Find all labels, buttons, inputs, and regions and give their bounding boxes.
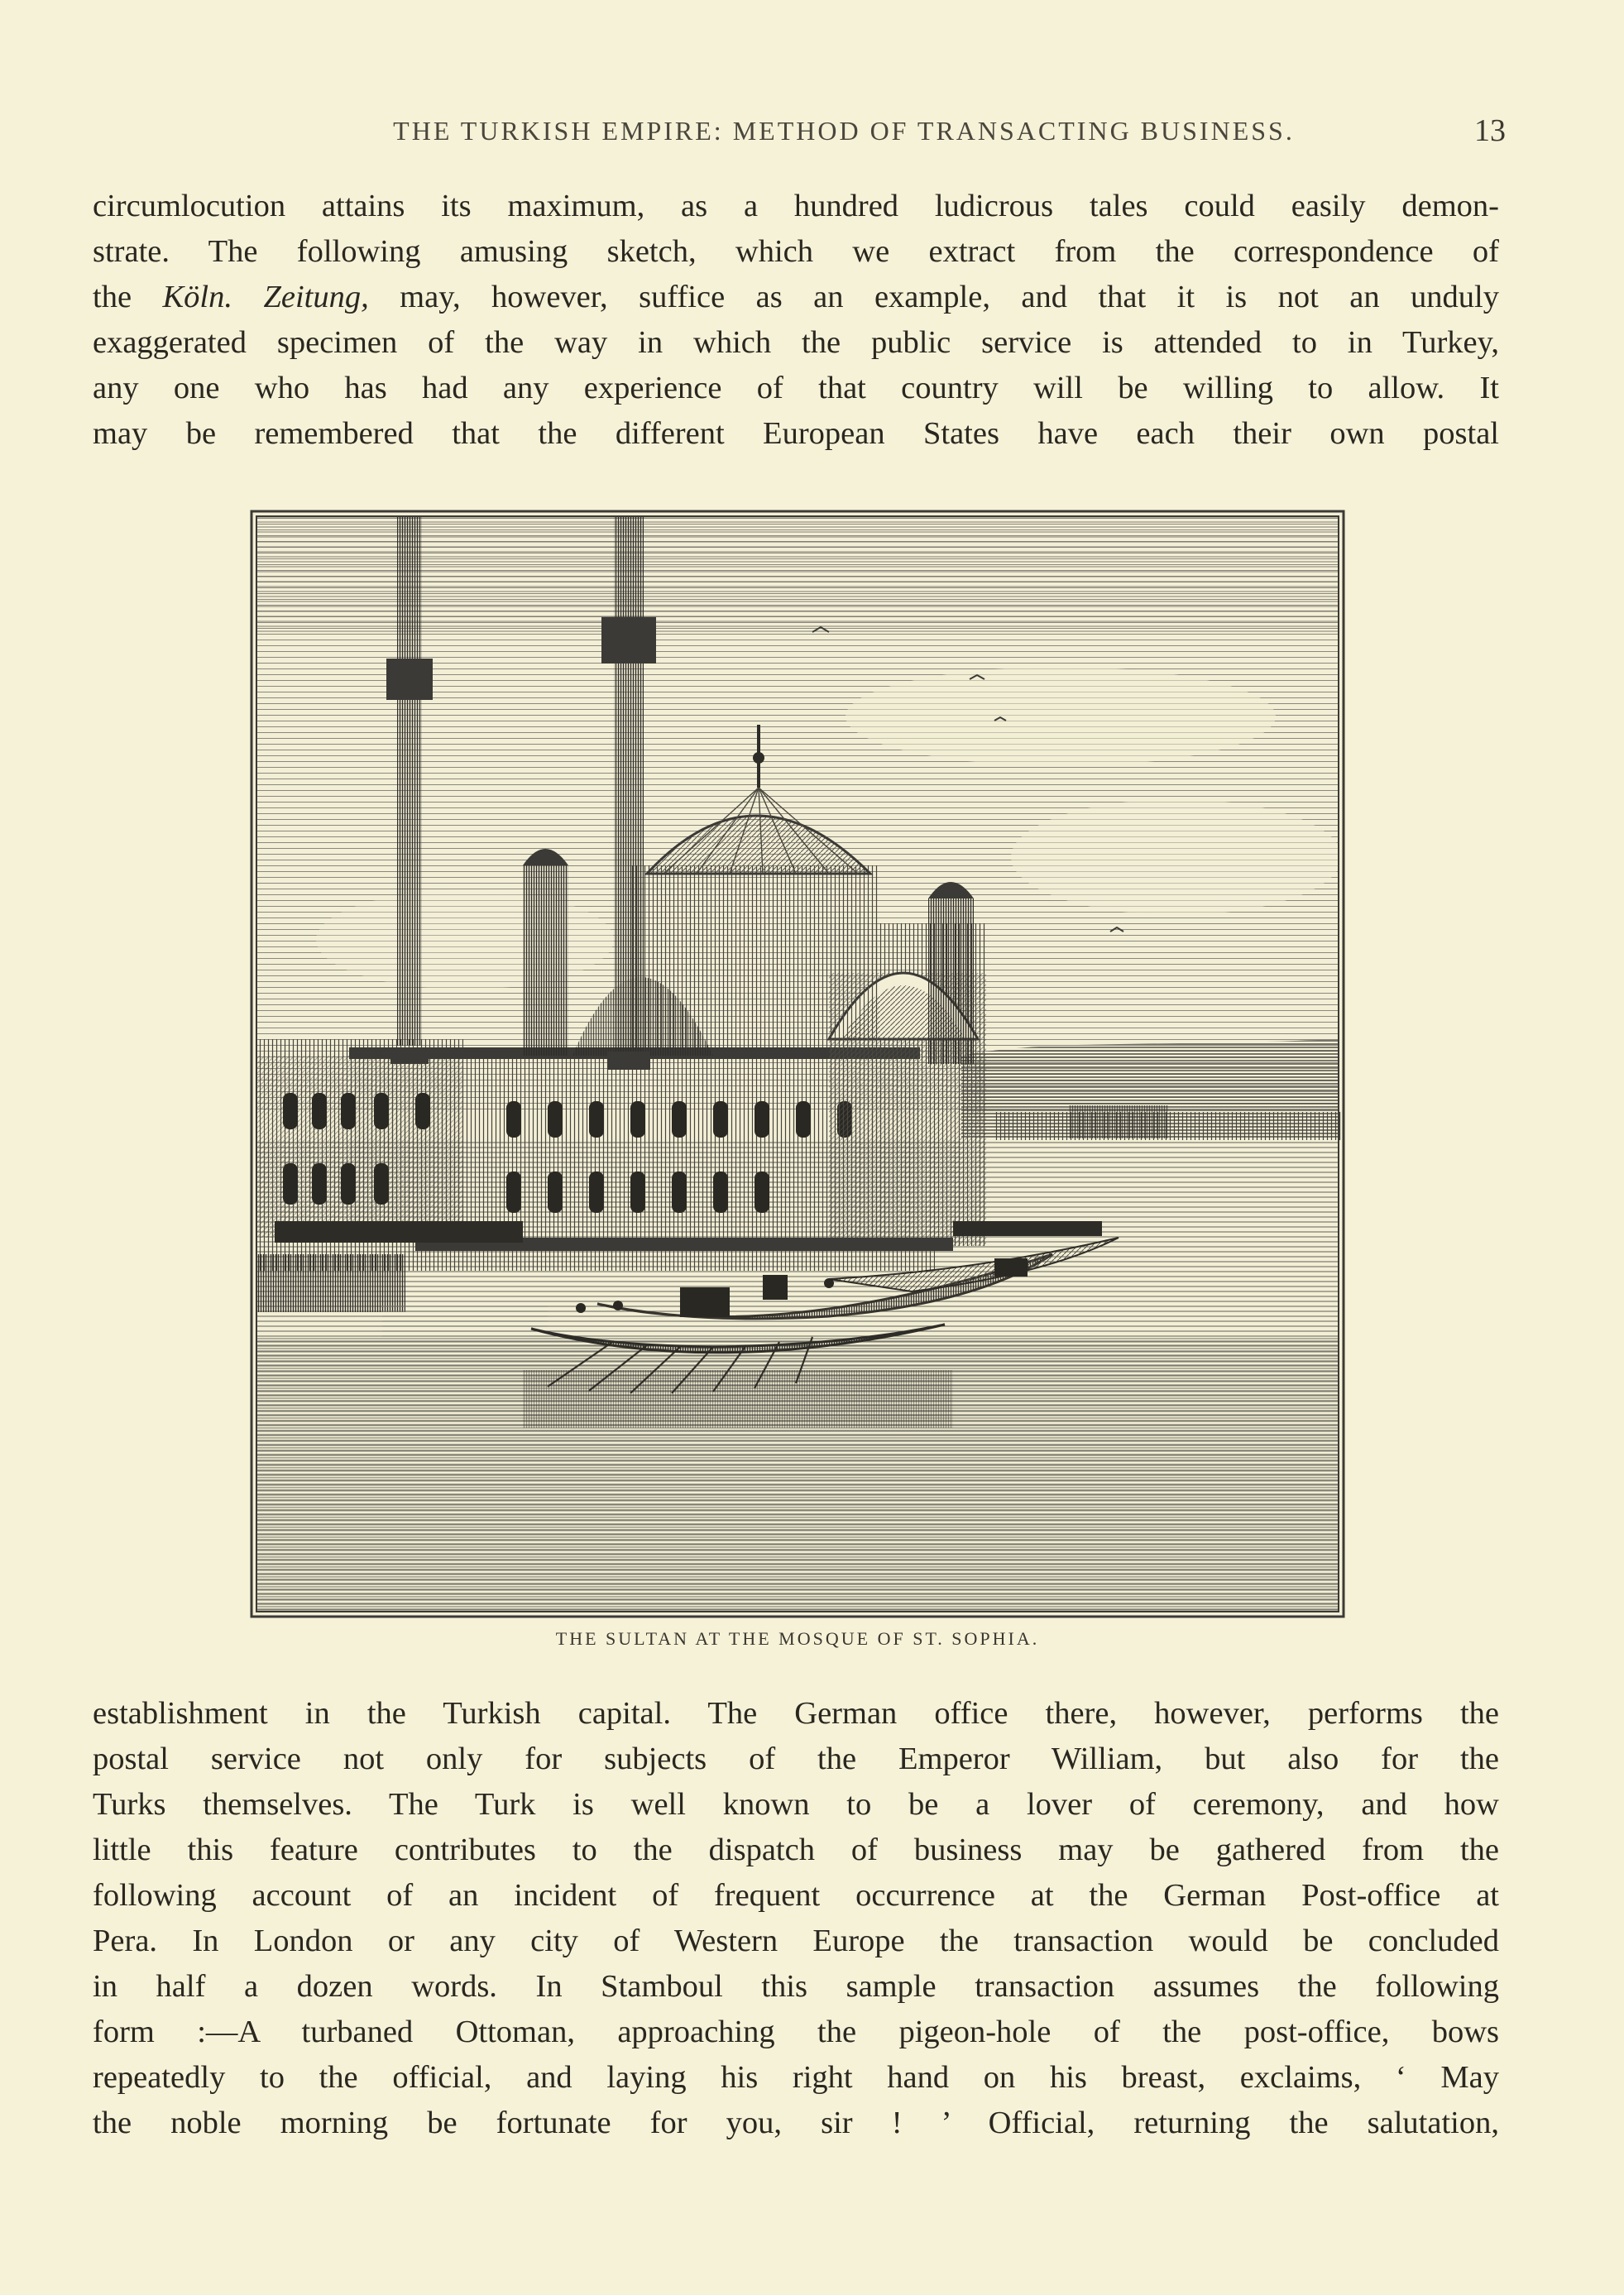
text-run: may, however, suffice as an example, and that it is not an unduly	[368, 280, 1499, 314]
text-line: Turks themselves. The Turk is well known to be a lover of ceremony, and how	[93, 1787, 1499, 1822]
text-line: form :—A turbaned Ottoman, approaching the pigeon-hole of the post-office, bows	[93, 2015, 1499, 2049]
page-number: 13	[1474, 113, 1506, 148]
engraving-illustration	[250, 510, 1345, 1618]
text-line: exaggerated specimen of the way in which the public service is attended to in Turkey,	[93, 325, 1499, 360]
text-line: the noble morning be fortunate for you, sir ! ’ Official, returning the salutation,	[93, 2106, 1499, 2140]
text-line: circumlocution attains its maximum, as a hundred ludicrous tales could easily demon-	[93, 189, 1499, 223]
text-line: may be remembered that the different European States have each their own postal	[93, 416, 1499, 451]
running-head-title: THE TURKISH EMPIRE: METHOD OF TRANSACTING BUSINESS.	[393, 116, 1295, 146]
paragraph-top	[93, 184, 1499, 457]
text-line: repeatedly to the official, and laying his right hand on his breast, exclaims, ‘ May	[93, 2060, 1499, 2095]
text-line-with-italic	[93, 275, 1499, 320]
figure-caption: THE SULTAN AT THE MOSQUE OF ST. SOPHIA.	[555, 1628, 1040, 1649]
text-line: following account of an incident of frequent occurrence at the German Post-office at	[93, 1878, 1499, 1913]
running-head	[91, 106, 1506, 156]
paragraph-bottom	[93, 1691, 1499, 2146]
text-line: strate. The following amusing sketch, which we extract from the correspondence of	[93, 234, 1499, 269]
italic-newspaper-title: Köln. Zeitung,	[162, 280, 369, 314]
text-line: any one who has had any experience of that country will be willing to allow. It	[93, 371, 1499, 405]
text-line: little this feature contributes to the dispatch of business may be gathered from the	[93, 1833, 1499, 1867]
text-line: Pera. In London or any city of Western Europe the transaction would be concluded	[93, 1924, 1499, 1958]
text-run: the	[93, 280, 163, 314]
text-line: establishment in the Turkish capital. The German office there, however, performs the	[93, 1696, 1499, 1731]
text-line: in half a dozen words. In Stamboul this sample transaction assumes the following	[93, 1969, 1499, 2004]
text-line: postal service not only for subjects of the Emperor William, but also for the	[93, 1742, 1499, 1776]
